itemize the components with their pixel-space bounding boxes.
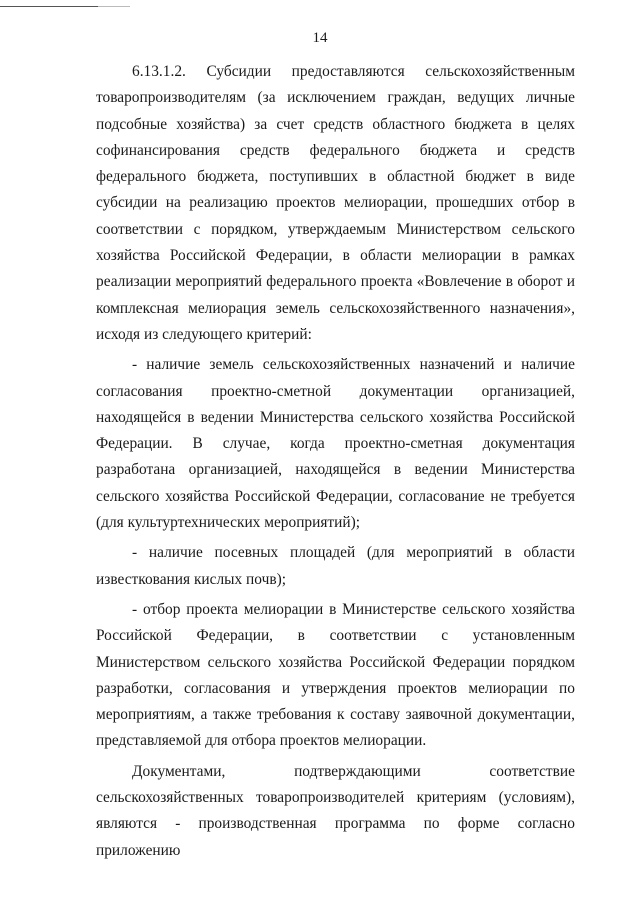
paragraph-subsidies: 6.13.1.2. Субсидии предоставляются сельскохозяйственным товаропроизводителям (за исключением граждан, ведущих личные подсобные хозяйства) за счет средств областного бюджета в целях софинансирования средств федерального бюджета и средств федерального бюджета, поступивших в областной бюджет в виде субсидии на реализацию проектов мелиорации, прошедших отбор в соответствии с порядком, утверждаемым Министерством сельского хозяйства Российской Федерации, в области мелиорации в рамках реализации мероприятий федерального проекта «Вовлечение в оборот и комплексная мелиорация земель сельскохозяйственного назначения», исходя из следующего критерий: <box>96 63 575 343</box>
paragraph-criterion-sown-area: - наличие посевных площадей (для мероприятий в области известкования кислых почв); <box>96 544 575 588</box>
top-rule <box>0 6 98 7</box>
page-number: 14 <box>312 30 328 46</box>
document-body <box>96 59 575 864</box>
paragraph-criterion-land: - наличие земель сельскохозяйственных назначений и наличие согласования проектно-сметной документации организацией, находящейся в ведении Министерства сельского хозяйства Российской Федерации. В случае, когда проектно-сметная документация разработана организацией, находящейся в ведении Министерства сельского хозяйства Российской Федерации, согласование не требуется (для культуртехнических мероприятий); <box>96 356 575 532</box>
paragraph-documents: Документами, подтверждающими соответствие сельскохозяйственных товаропроизводителей критериям (условиям), являются - производственная программа по форме согласно приложению <box>96 762 575 859</box>
top-rule-faint <box>98 6 130 7</box>
paragraph-criterion-project-selection: - отбор проекта мелиорации в Министерстве сельского хозяйства Российской Федерации, в соответствии с установленным Министерством сельского хозяйства Российской Федерации порядком разработки, согласования и утверждения проектов мелиорации по мероприятиям, а также требования к составу заявочной документации, представляемой для отбора проектов мелиорации. <box>96 600 575 750</box>
